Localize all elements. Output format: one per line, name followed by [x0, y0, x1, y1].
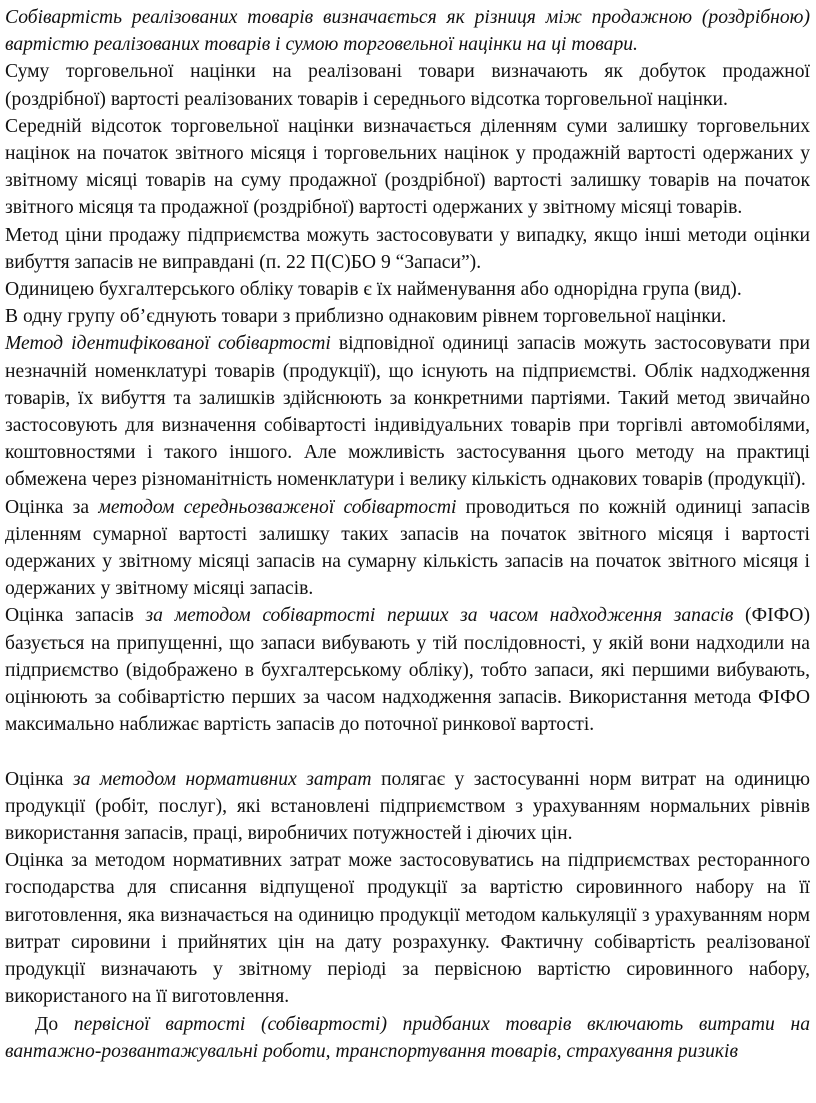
paragraph-body: полягає у застосуванні норм витрат на одиницю продукції (робіт, послуг), які встановлені підприємством з урахуванням нормальних рівнів використання запасів, праці, виробничих потужностей і діючих цін. [5, 768, 811, 845]
paragraph-lead: До [35, 1013, 74, 1035]
paragraph-weighted-average-method [5, 494, 810, 603]
paragraph-standard-cost-method [5, 766, 810, 848]
paragraph-identified-cost-method [5, 330, 810, 493]
blank-line [5, 738, 810, 765]
paragraph-body: відповідної одиниці запасів можуть застосовувати при незначній номенклатурі товарів (продукції), що існують на підприємстві. Облік надходження товарів, їх вибуття та залишків здійснюють за конкретними партіями. Такий метод звичайно застосовують для визначення собівартості індивідуальних товарів при торгівлі автомобілями, коштовностями і такого іншого. Але можливість застосування цього методу на практиці обмежена через різноманітність номенклатури і велику кількість однакових товарів (продукції). [5, 333, 810, 491]
paragraph-body: (ФІФО) базується на припущенні, що запаси вибувають у тій послідовності, у якій вони надходили на підприємство (відображено в бухгалтерському обліку), тобто запаси, які першими вибувають, оцінюють за собівартістю перших за часом надходження запасів. Використання метода ФІФО максимально наближає вартість запасів до поточної ринкової вартості. [5, 605, 810, 736]
paragraph-lead: Оцінка [5, 768, 73, 790]
italic-term: за методом нормативних затрат [72, 768, 372, 790]
paragraph-grouping: В одну групу об’єднують товари з приблизно однаковим рівнем торговельної націнки. [5, 306, 727, 328]
paragraph-accounting-unit: Одиницею бухгалтерського обліку товарів є їх найменування або однорідна група (вид). [5, 279, 742, 301]
paragraph-average-markup-percent: Середній відсоток торговельної націнки визначається діленням суми залишку торговельних націнок на початок звітного місяця і торговельних націнок у продажній вартості одержаних у звітному місяці товарів на суму продажної (роздрібної) вартості залишку товарів на початок звітного місяця та продажної (роздрібної) вартості одержаних у звітному місяці товарів. [5, 115, 810, 219]
paragraph-trade-markup-sum: Суму торговельної націнки на реалізовані товари визначають як добуток продажної (роздрібної) вартості реалізованих товарів і середнього відсотка торговельної націнки. [5, 61, 810, 110]
italic-term: первісної вартості (собівартості) придбаних товарів включають витрати на вантажно-розвантажувальні роботи, транспортування товарів, страхування ризиків [5, 1013, 811, 1062]
italic-text: Собівартість реалізованих товарів визначається як різниця між продажною (роздрібною) вартістю реалізованих товарів і сумою торговельної націнки на ці товари. [5, 7, 810, 56]
paragraph-initial-cost [5, 1011, 810, 1065]
italic-term: за методом собівартості перших за часом надходження запасів [145, 605, 734, 627]
paragraph-lead: Оцінка за [5, 496, 99, 518]
italic-term: методом середньозваженої собівартості [98, 496, 457, 518]
paragraph-body: проводиться по кожній одиниці запасів діленням сумарної вартості залишку таких запасів на початок звітного місяця і вартості одержаних у звітному місяці запасів на сумарну кількість запасів на початок звітного місяця і одержаних у звітному місяці запасів. [5, 496, 810, 600]
paragraph-sale-price-method: Метод ціни продажу підприємства можуть застосовувати у випадку, якщо інші методи оцінки вибуття запасів не виправдані (п. 22 П(С)БО 9 “Запаси”). [5, 224, 810, 273]
italic-term: Метод ідентифікованої собівартості [5, 333, 331, 355]
paragraph-lead: Оцінка запасів [5, 605, 146, 627]
paragraph-restaurant-application: Оцінка за методом нормативних затрат може застосовуватись на підприємствах ресторанного господарства для списання відпущеної продукції за вартістю сировинного набору на її виготовлення, яка визначається на одиницю продукції методом калькуляції з урахуванням норм витрат сировини і прийнятих цін на дату розрахунку. Фактичну собівартість реалізованої продукції визначають у звітному періоді за первісною вартістю сировинного набору, використаного на її виготовлення. [5, 850, 810, 1008]
paragraph-cost-of-goods-definition [5, 4, 810, 58]
paragraph-fifo-method [5, 602, 810, 738]
